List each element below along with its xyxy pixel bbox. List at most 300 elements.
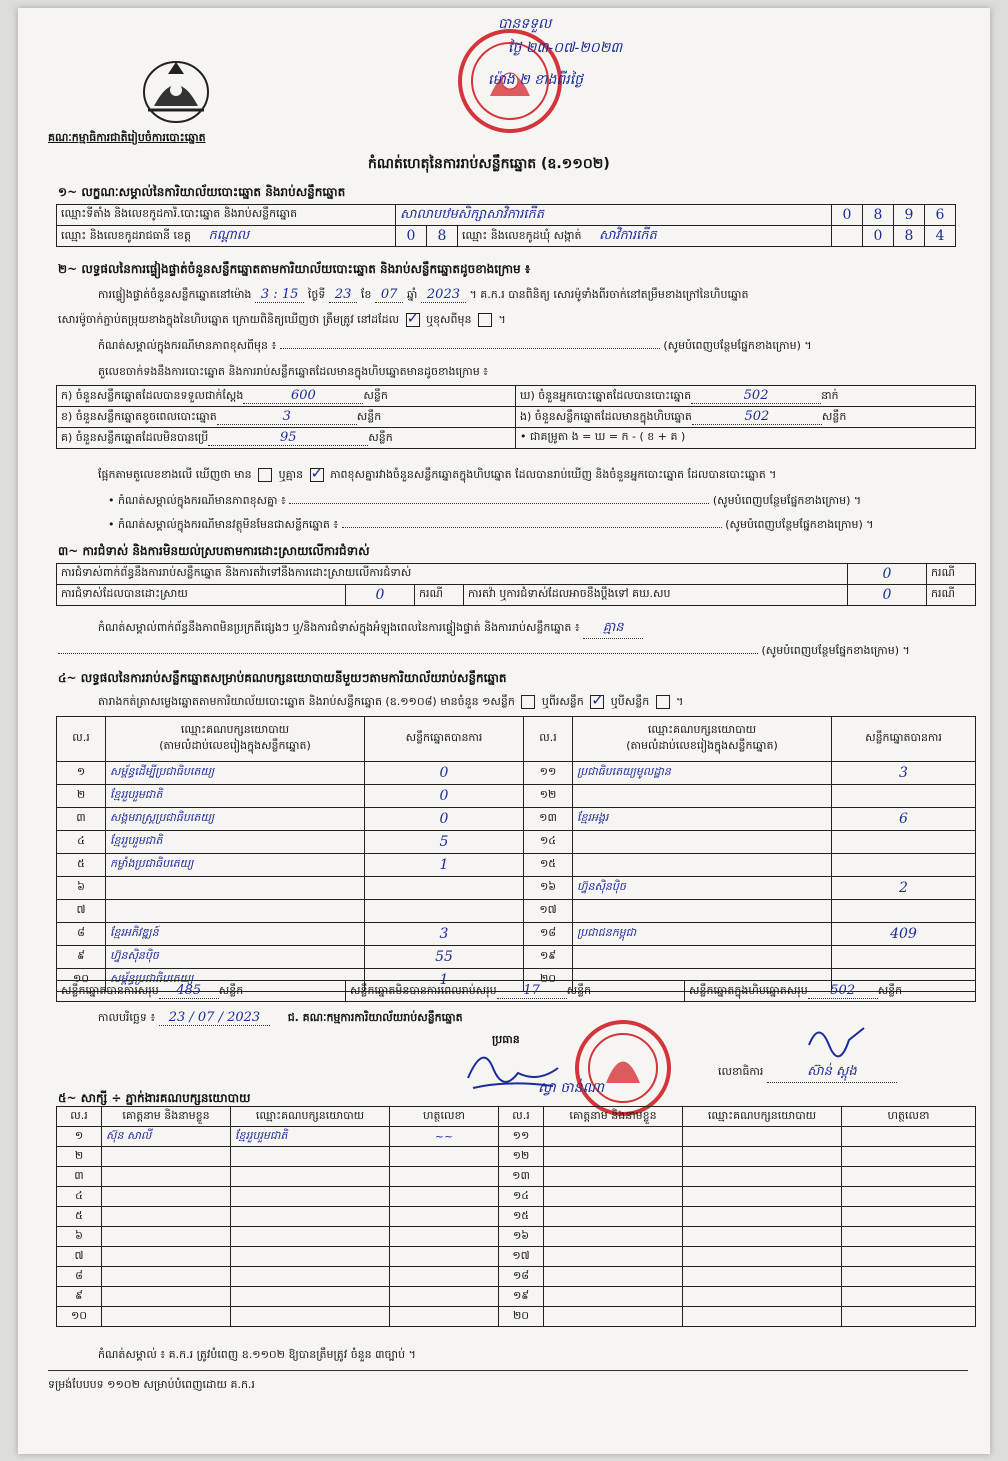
witness-signature[interactable] <box>842 1267 976 1287</box>
party-name <box>573 831 832 854</box>
tally-sheet-line: តារាងកត់ត្រាសម្លេងឆ្នោតតាមការិយាល័យបោះឆ្នោត និងរាប់សន្លឹកឆ្នោត (ឧ.១១០៨) មានចំនួន ១សន្លឹក ឬពីរសន្លឹក ✓ ឬបីសន្លឹក ។ <box>98 695 683 711</box>
witness-name[interactable] <box>102 1147 231 1167</box>
figure-b-unit: សន្លឹក <box>356 409 382 423</box>
party-name: សម្ព័ន្ធប្រជាធិបតេយ្យ <box>106 969 365 992</box>
vote-count <box>365 877 524 900</box>
col-no: ល.រ <box>524 717 573 762</box>
row-no: ២ <box>57 785 106 808</box>
two-sheets-label: ឬពីរសន្លឹក <box>541 695 584 708</box>
vote-count <box>832 946 976 969</box>
witness-name[interactable] <box>102 1287 231 1307</box>
figures-intro: តួលេខចាក់ទងនឹងការបោះឆ្នោត និងការរាប់សន្លឹកឆ្នោតដែលមានក្នុងហិបឆ្នោតមានដូចខាងក្រោម ៖ <box>98 365 489 378</box>
party-name: សម្ព័ន្ធដើម្បីប្រជាធិបតេយ្យ <box>106 762 365 785</box>
total-valid-value: 485 <box>159 983 219 999</box>
secretary-signature-icon <box>804 1020 874 1060</box>
row-no: ១៥ <box>499 1207 544 1227</box>
location-value: សាលាបឋមសិក្សាសាវិការកើត <box>396 205 832 226</box>
party-name <box>106 900 365 923</box>
row-no: ១៤ <box>499 1187 544 1207</box>
row-no: ៥ <box>57 1207 102 1227</box>
committee-logo-icon <box>138 54 214 126</box>
witness-signature[interactable] <box>842 1227 976 1247</box>
row-no: ១៨ <box>524 923 573 946</box>
col-party-title: ឈ្មោះគណបក្សនយោបាយ <box>647 723 757 736</box>
vote-count: 2 <box>832 877 976 900</box>
verify-time-label: ការផ្ទៀងផ្ទាត់ចំនួនសន្លឹកឆ្នោតនៅម៉ោង <box>98 288 252 301</box>
figure-a-unit: សន្លឹក <box>363 388 388 402</box>
table-row <box>57 1267 976 1287</box>
witness-signature[interactable] <box>390 1167 499 1187</box>
table-row <box>57 1167 976 1187</box>
location-label: ឈ្មោះទីតាំង និងលេខកូដការិ.បោះឆ្នោត និងរាប់សន្លឹកឆ្នោត <box>57 205 396 226</box>
difference-note-field[interactable] <box>289 503 709 504</box>
objection-total-label: ការជំទាស់ពាក់ព័ន្ធនឹងការរាប់សន្លឹកឆ្នោត និងការតវ៉ាទៅនឹងការដោះស្រាយលើការជំទាស់ <box>57 564 848 585</box>
objection-total-value: 0 <box>848 564 927 585</box>
witness-name[interactable] <box>544 1187 683 1207</box>
witness-name[interactable] <box>102 1187 231 1207</box>
col-party-title: ឈ្មោះគណបក្សនយោបាយ <box>180 723 290 736</box>
no-difference-checkbox[interactable] <box>310 468 324 482</box>
row-no: ១១ <box>524 762 573 785</box>
witness-signature[interactable] <box>842 1127 976 1147</box>
col-votes: សន្លឹកឆ្នោតបានការ <box>365 717 524 762</box>
total-valid-cell <box>57 981 346 1002</box>
vote-count: 3 <box>365 923 524 946</box>
irregularity-note-hint: (សូមបំពេញបន្ថែមផ្នែកខាងក្រោម) ។ <box>761 644 910 657</box>
vote-count <box>832 854 976 877</box>
witness-party[interactable] <box>683 1267 842 1287</box>
total-invalid-label: សន្លឹកឆ្នោតមិនបានការពេលរាប់សរុប <box>350 983 497 997</box>
section4-title: ៤~ លទ្ធផលនៃការរាប់សន្លឹកឆ្នោតសម្រាប់គណបក្សនយោបាយនីមួយៗតាមការិយាល័យរាប់សន្លឹកឆ្នោត <box>58 671 507 685</box>
col-party <box>106 717 365 762</box>
irregularity-note-field[interactable] <box>58 653 758 654</box>
location-code-digit: 0 <box>832 205 863 226</box>
province-cell <box>57 226 396 247</box>
row-no: ១២ <box>499 1147 544 1167</box>
verification-line-2: សោរម៉ូចាក់ភ្ជាប់តម្រុយខាងក្នុងនៃហិបឆ្នោត ក្រោយពិនិត្យឃើញថា ត្រឹមត្រូវ នៅដដែល ✓ ឬខុសពីមុន ។ <box>58 313 506 329</box>
object-note-label: • កំណត់សម្គាល់ក្នុងករណីមានវត្ថុមិនមែនជាសន្លឹកឆ្នោត ៖ <box>108 518 339 531</box>
party-name <box>573 854 832 877</box>
witness-signature[interactable] <box>842 1307 976 1327</box>
province-label: ឈ្មោះ និងលេខកូដរាជធានី ខេត្ត <box>61 228 191 242</box>
witness-party[interactable] <box>683 1207 842 1227</box>
table-row <box>57 946 976 969</box>
witness-name[interactable] <box>544 1287 683 1307</box>
figure-c <box>57 428 516 449</box>
col-no: ល.រ <box>57 717 106 762</box>
no-difference-label: ឬគ្មាន <box>278 468 304 481</box>
commune-label: ឈ្មោះ និងលេខកូដឃុំ សង្កាត់ <box>462 228 582 242</box>
row-no: ១ <box>57 762 106 785</box>
verify-month-value: 07 <box>375 287 404 303</box>
object-note-field[interactable] <box>342 527 722 528</box>
has-difference-checkbox[interactable] <box>258 468 272 482</box>
witness-party[interactable] <box>231 1147 390 1167</box>
col-sign: ហត្ថលេខា <box>390 1107 499 1127</box>
witness-party[interactable] <box>231 1207 390 1227</box>
figures-table <box>56 385 976 449</box>
witness-signature[interactable] <box>842 1187 976 1207</box>
vote-count <box>832 900 976 923</box>
table-row <box>57 1247 976 1267</box>
party-name: កម្លាំងប្រជាធិបតេយ្យ <box>106 854 365 877</box>
party-name: ខ្មែរអង្គរ <box>573 808 832 831</box>
col-name: គោត្តនាម និងនាមខ្លួន <box>102 1107 231 1127</box>
party-name: ហ្វ៊ុនស៊ិនប៉ិច <box>106 946 365 969</box>
witness-signature[interactable] <box>842 1247 976 1267</box>
col-party-sub: (តាមលំដាប់លេខរៀងក្នុងសន្លឹកឆ្នោត) <box>159 739 311 752</box>
figure-a <box>57 386 516 407</box>
witness-name[interactable] <box>102 1267 231 1287</box>
section1-title: ១~ លក្ខណៈសម្គាល់នៃការិយាល័យបោះឆ្នោត និងរាប់សន្លឹកឆ្នោត <box>58 185 346 199</box>
verification-line-1 <box>98 287 748 304</box>
figure-c-value: 95 <box>208 430 368 446</box>
witness-name[interactable] <box>102 1307 231 1327</box>
witness-signature[interactable] <box>390 1147 499 1167</box>
figure-b <box>57 407 516 428</box>
witness-signature[interactable] <box>390 1227 499 1247</box>
difference-line <box>98 468 776 484</box>
table-row <box>57 785 976 808</box>
figure-b-label: ខ) ចំនួនសន្លឹកឆ្នោតខូចពេលបោះឆ្នោត <box>61 409 217 423</box>
table-row <box>57 1147 976 1167</box>
party-name <box>106 877 365 900</box>
received-note-1: បានទទួល <box>498 16 552 32</box>
col-party: ឈ្មោះគណបក្សនយោបាយ <box>231 1107 390 1127</box>
section1-table <box>56 204 956 247</box>
witness-name[interactable] <box>544 1147 683 1167</box>
witness-signature[interactable] <box>390 1207 499 1227</box>
witness-signature: ~~ <box>390 1127 499 1147</box>
witness-party[interactable] <box>231 1267 390 1287</box>
figure-b-value: 3 <box>217 409 357 425</box>
table-row <box>57 762 976 785</box>
vote-count: 0 <box>365 762 524 785</box>
appeal-value: 0 <box>848 585 927 606</box>
party-name: ខ្មែររួបរួមជាតិ <box>106 831 365 854</box>
one-sheet-checkbox[interactable] <box>521 695 535 709</box>
received-note-2: ថ្ងៃ ២៣-០៧-២០២៣ <box>508 40 623 56</box>
irregularity-note-line <box>98 619 643 639</box>
party-name <box>573 946 832 969</box>
witness-name[interactable] <box>102 1167 231 1187</box>
changed-checkbox[interactable] <box>478 313 492 327</box>
tally-intro: តារាងកត់ត្រាសម្លេងឆ្នោតតាមការិយាល័យបោះឆ្នោត និងរាប់សន្លឹកឆ្នោត (ឧ.១១០៨) មានចំនួន ១សន្លឹក <box>98 695 515 708</box>
row-no: ១១ <box>499 1127 544 1147</box>
location-code-digit: 9 <box>894 205 925 226</box>
change-note-line <box>98 339 958 355</box>
table-row <box>57 900 976 923</box>
footer-divider <box>48 1370 968 1371</box>
resolved-label: ការជំទាស់ដែលបានដោះស្រាយ <box>57 585 346 606</box>
witness-name: ស៊ុន សាលី <box>102 1127 231 1147</box>
table-row <box>57 923 976 946</box>
date-value: 23 / 07 / 2023 <box>159 1010 270 1026</box>
witness-party[interactable] <box>231 1307 390 1327</box>
vote-count <box>832 831 976 854</box>
received-note-3: ម៉ោង ២ ខាងពីរថ្ងៃ <box>488 72 584 88</box>
witness-name[interactable] <box>544 1127 683 1147</box>
witness-name[interactable] <box>102 1227 231 1247</box>
witness-name[interactable] <box>544 1307 683 1327</box>
witness-party[interactable] <box>683 1187 842 1207</box>
vote-totals-table <box>56 980 976 1002</box>
col-party: ឈ្មោះគណបក្សនយោបាយ <box>683 1107 842 1127</box>
row-no: ១ <box>57 1127 102 1147</box>
table-row <box>57 1307 976 1327</box>
change-note-hint: (សូមបំពេញបន្ថែមផ្នែកខាងក្រោម) ។ <box>663 339 812 352</box>
row-no: ៧ <box>57 900 106 923</box>
figure-a-label: ក) ចំនួនសន្លឹកឆ្នោតដែលបានទទួលជាក់ស្ដែង <box>61 388 244 402</box>
total-valid-label: សន្លឹកឆ្នោតបានការសរុប <box>61 983 159 997</box>
province-value: កណ្ដាល <box>208 227 250 243</box>
same-checkbox[interactable] <box>406 313 420 327</box>
witness-name[interactable] <box>544 1247 683 1267</box>
table-row <box>57 831 976 854</box>
col-name: គោត្តនាម និងនាមខ្លួន <box>544 1107 683 1127</box>
witness-party[interactable] <box>683 1247 842 1267</box>
verify-line-tail: ។ គ.ក.រ បានពិនិត្យ សោរម៉ូទាំងពីរចាក់នៅតម្រឹមខាងក្រៅនៃហិបឆ្នោត <box>469 288 749 301</box>
section5-title: ៥~ សាក្សី ÷ ភ្នាក់ងារគណបក្សនយោបាយ <box>58 1091 251 1105</box>
table-row <box>57 808 976 831</box>
formula-cell: • ជាគម្រូតា ង = ឃ = ក - ( ខ + គ ) <box>516 428 976 449</box>
vote-count: 0 <box>365 785 524 808</box>
table-row <box>57 1127 976 1147</box>
committee-name: គណៈកម្មាធិការជាតិរៀបចំការបោះឆ្នោត <box>48 131 206 144</box>
lock-status-text: សោរម៉ូចាក់ភ្ជាប់តម្រុយខាងក្នុងនៃហិបឆ្នោត ក្រោយពិនិត្យឃើញថា ត្រឹមត្រូវ នៅដដែល <box>58 313 400 326</box>
difference-tail: ភាពខុសគ្នារវាងចំនួនសន្លឹកឆ្នោតក្នុងហិបឆ្នោត ដែលបានរាប់ឃើញ និងចំនួនអ្នកបោះឆ្នោត ដែលបានបោះឆ្នោត ។ <box>330 468 777 481</box>
witness-signature[interactable] <box>842 1167 976 1187</box>
verify-year-value: 2023 <box>421 287 466 303</box>
row-no: ២០ <box>524 969 573 992</box>
row-no: ៩ <box>57 1287 102 1307</box>
witness-signature[interactable] <box>842 1207 976 1227</box>
witness-name[interactable] <box>544 1167 683 1187</box>
witness-signature[interactable] <box>390 1307 499 1327</box>
date-label: កាលបរិច្ឆេទ ៖ <box>98 1011 156 1024</box>
row-no: ១៦ <box>524 877 573 900</box>
figure-d-unit: នាក់ <box>821 388 839 402</box>
appeal-label: ការតវ៉ា ឬការជំទាស់ដែលអាចនឹងប្ដឹងទៅ គឃ.សប <box>464 585 848 606</box>
objections-table <box>56 563 976 606</box>
row-no: ៤ <box>57 1187 102 1207</box>
commune-code-digit: 4 <box>925 226 956 247</box>
witness-name[interactable] <box>102 1247 231 1267</box>
witness-party[interactable] <box>683 1127 842 1147</box>
vote-count <box>832 785 976 808</box>
form-page <box>18 8 990 1454</box>
witness-party[interactable] <box>683 1147 842 1167</box>
col-party-sub: (តាមលំដាប់លេខរៀងក្នុងសន្លឹកឆ្នោត) <box>626 739 778 752</box>
witness-party[interactable] <box>683 1167 842 1187</box>
row-no: ៨ <box>57 1267 102 1287</box>
figure-d-label: ឃ) ចំនួនអ្នកបោះឆ្នោតដែលបានបោះឆ្នោត <box>520 388 692 402</box>
form-code: ទម្រង់បែបបទ ១១០២ សម្រាប់បំពេញដោយ គ.ក.រ <box>48 1378 255 1391</box>
three-sheets-checkbox[interactable] <box>656 695 670 709</box>
vote-count: 3 <box>832 762 976 785</box>
change-note-label: កំណត់សម្គាល់ក្នុងករណីមានភាពខុសពីមុន ៖ <box>98 339 277 352</box>
row-no: ១៩ <box>524 946 573 969</box>
figure-e-unit: សន្លឹក <box>821 409 847 423</box>
verify-year-label: ឆ្នាំ <box>406 288 418 301</box>
row-no: ១៧ <box>524 900 573 923</box>
total-box-value: 502 <box>808 983 878 999</box>
vote-count: 6 <box>832 808 976 831</box>
total-box-label: សន្លឹកឆ្នោតក្នុងហិបឆ្នោតសរុប <box>689 983 808 997</box>
row-no: ២ <box>57 1147 102 1167</box>
objection-total-unit: ករណី <box>927 564 976 585</box>
figure-e <box>516 407 976 428</box>
has-difference-label: ផ្អែកតាមតួលេខខាងលើ ឃើញថា មាន <box>98 468 252 481</box>
party-name <box>573 900 832 923</box>
table-row <box>57 854 976 877</box>
vote-count <box>365 900 524 923</box>
row-no: ៣ <box>57 808 106 831</box>
row-no: ៤ <box>57 831 106 854</box>
commune-cell <box>458 226 832 247</box>
row-no: ១២ <box>524 785 573 808</box>
col-sign: ហត្ថលេខា <box>842 1107 976 1127</box>
witness-name[interactable] <box>102 1207 231 1227</box>
total-valid-unit: សន្លឹក <box>218 983 244 997</box>
party-name: សង្គមរាស្ត្រប្រជាធិបតេយ្យ <box>106 808 365 831</box>
row-no: ១៨ <box>499 1267 544 1287</box>
witness-party[interactable] <box>231 1187 390 1207</box>
difference-note-hint: (សូមបំពេញបន្ថែមផ្នែកខាងក្រោម) ។ <box>712 494 862 507</box>
figure-c-unit: សន្លឹក <box>368 430 393 444</box>
verify-time-value: 3 : 15 <box>255 287 304 303</box>
witness-signature[interactable] <box>390 1247 499 1267</box>
party-name <box>573 785 832 808</box>
figure-e-label: ង) ចំនួនសន្លឹកឆ្នោតដែលមានក្នុងហិបឆ្នោត <box>520 409 692 423</box>
witness-signature[interactable] <box>390 1287 499 1307</box>
figure-d <box>516 386 976 407</box>
witness-party[interactable] <box>231 1287 390 1307</box>
table-row <box>57 1207 976 1227</box>
commune-code-digit: 8 <box>894 226 925 247</box>
party-name: ខ្មែររួបរួមជាតិ <box>106 785 365 808</box>
three-sheets-label: ឬបីសន្លឹក <box>610 695 650 708</box>
row-no: ១០ <box>57 1307 102 1327</box>
vote-count: 1 <box>365 854 524 877</box>
col-party <box>573 717 832 762</box>
col-votes: សន្លឹកឆ្នោតបានការ <box>832 717 976 762</box>
figure-e-value: 502 <box>692 409 822 425</box>
figure-d-value: 502 <box>691 388 821 404</box>
two-sheets-checkbox[interactable] <box>590 695 604 709</box>
form-title: កំណត់ហេតុនៃការរាប់សន្លឹកឆ្នោត (ឧ.១១០២) <box>368 156 610 172</box>
vote-count: 5 <box>365 831 524 854</box>
table-row <box>57 1187 976 1207</box>
witness-party[interactable] <box>683 1287 842 1307</box>
witness-party[interactable] <box>231 1167 390 1187</box>
col-no: ល.រ <box>499 1107 544 1127</box>
total-invalid-cell <box>346 981 685 1002</box>
irregularity-note-label: កំណត់សម្គាល់ពាក់ព័ន្ធនឹងភាពមិនប្រក្រតីផ្សេងៗ ឬ/និងការជំទាស់ក្នុងអំឡុងពេលនៃការផ្ទៀងផ្ទាត់ និងការរាប់សន្លឹកឆ្នោត ៖ <box>98 621 580 634</box>
party-name: ប្រជាធិបតេយ្យមូលដ្ឋាន <box>573 762 832 785</box>
row-no: ៩ <box>57 946 106 969</box>
witness-party[interactable] <box>231 1227 390 1247</box>
witness-party[interactable] <box>683 1307 842 1327</box>
committee-stamp-icon <box>568 1018 678 1118</box>
total-invalid-value: 17 <box>497 983 567 999</box>
party-name: ខ្មែរអភិវឌ្ឍន៍ <box>106 923 365 946</box>
row-no: ១៣ <box>524 808 573 831</box>
row-no: ១៥ <box>524 854 573 877</box>
irregularity-note-value: គ្មាន <box>583 619 643 639</box>
row-no: ៣ <box>57 1167 102 1187</box>
table-row <box>57 1227 976 1247</box>
location-code-digit: 6 <box>925 205 956 226</box>
vote-count: 409 <box>832 923 976 946</box>
committee-label: ជ. គណៈកម្មការការិយាល័យរាប់សន្លឹកឆ្នោត <box>287 1011 463 1024</box>
col-no: ល.រ <box>57 1107 102 1127</box>
signing-date-line <box>98 1010 463 1027</box>
verify-month-label: ខែ <box>360 288 372 301</box>
vote-count: 0 <box>365 808 524 831</box>
row-no: ៧ <box>57 1247 102 1267</box>
row-no: ១៤ <box>524 831 573 854</box>
total-box-unit: សន្លឹក <box>877 983 903 997</box>
change-note-field[interactable] <box>280 348 660 349</box>
section3-title: ៣~ ការជំទាស់ និងការមិនយល់ស្របតាមការដោះស្រាយលើការជំទាស់ <box>58 544 370 558</box>
resolved-value: 0 <box>346 585 415 606</box>
verify-day-value: 23 <box>329 287 358 303</box>
witness-table <box>56 1106 976 1327</box>
row-no: ៦ <box>57 1227 102 1247</box>
irregularity-note-line-2 <box>58 644 958 660</box>
verify-day-label: ថ្ងៃទី <box>307 288 326 301</box>
witness-signature[interactable] <box>390 1187 499 1207</box>
table-row <box>57 877 976 900</box>
commune-code-blank <box>832 226 863 247</box>
location-code-digit: 8 <box>863 205 894 226</box>
row-no: ១៧ <box>499 1247 544 1267</box>
witness-name[interactable] <box>544 1227 683 1247</box>
witness-signature[interactable] <box>390 1267 499 1287</box>
province-code-digit: 8 <box>427 226 458 247</box>
witness-name[interactable] <box>544 1207 683 1227</box>
chair-name: ស្វា ចាន់ណា <box>538 1080 604 1096</box>
commune-code-digit: 0 <box>863 226 894 247</box>
witness-signature[interactable] <box>842 1287 976 1307</box>
secretary-line <box>718 1063 897 1083</box>
province-code-digit: 0 <box>396 226 427 247</box>
row-no: ១០ <box>57 969 106 992</box>
total-box-cell <box>685 981 976 1002</box>
secretary-label: លេខាធិការ <box>718 1065 764 1078</box>
witness-party[interactable] <box>231 1247 390 1267</box>
row-no: ៥ <box>57 854 106 877</box>
changed-label: ឬខុសពីមុន <box>426 313 472 326</box>
figure-c-label: គ) ចំនួនសន្លឹកឆ្នោតដែលមិនបានប្រើ <box>61 430 209 444</box>
commune-value: សាវិការកើត <box>599 227 657 243</box>
witness-name[interactable] <box>544 1267 683 1287</box>
party-name: ប្រជាជនកម្ពុជា <box>573 923 832 946</box>
appeal-unit: ករណី <box>927 585 976 606</box>
secretary-name: ស៊ាន់ ស្ដុង <box>767 1063 897 1083</box>
resolved-unit: ករណី <box>415 585 464 606</box>
row-no: ៨ <box>57 923 106 946</box>
footer-note: កំណត់សម្គាល់ ៖ គ.ក.រ ត្រូវបំពេញ ឧ.១១០២ ឱ្យបានត្រឹមត្រូវ ចំនួន ៣ច្បាប់ ។ <box>98 1348 416 1361</box>
difference-note-line <box>108 494 968 510</box>
figure-a-value: 600 <box>243 388 363 404</box>
witness-party[interactable] <box>683 1227 842 1247</box>
witness-signature[interactable] <box>842 1147 976 1167</box>
party-name: ហ្វ៊ុនស៊ិនប៉ិច <box>573 877 832 900</box>
row-no: ៦ <box>57 877 106 900</box>
row-no: ១៦ <box>499 1227 544 1247</box>
